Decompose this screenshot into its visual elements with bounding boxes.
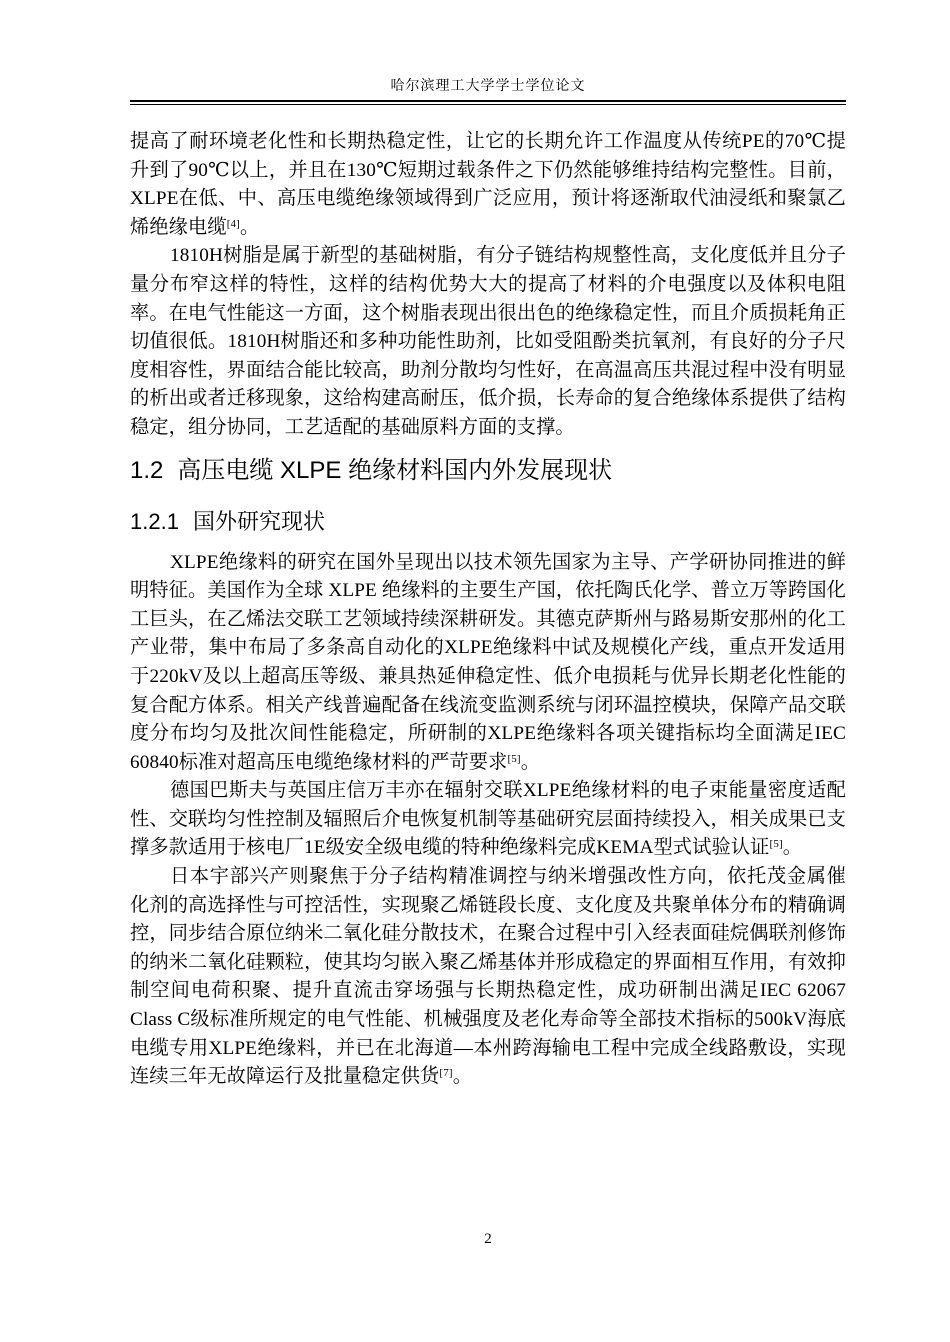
- paragraph-text: 德国巴斯夫与英国庄信万丰亦在辐射交联XLPE绝缘材料的电子束能量密度适配性、交联均匀性控制及辐照后介电恢复机制等基础研究层面持续投入，相关成果已支撑多款适用于核电厂1E级安全级电缆的特种绝缘料完成KEMA型式试验认证: [130, 780, 846, 859]
- paragraph-text: 提高了耐环境老化性和长期热稳定性，让它的长期允许工作温度从传统PE的70℃提升到了90℃以上，并且在130℃短期过载条件之下仍然能够维持结构完整性。目前，XLPE在低、中、高压电缆绝缘领域得到广泛应用，预计将逐渐取代油浸纸和聚氯乙烯绝缘电缆: [130, 131, 846, 238]
- body-text: [130, 128, 846, 1092]
- paragraph-end: 。: [520, 751, 541, 773]
- citation-ref: [7]: [439, 1067, 453, 1080]
- paragraph-end: 。: [782, 837, 803, 859]
- citation-ref: [4]: [226, 217, 240, 230]
- paragraph-japan-research: [130, 863, 846, 1092]
- paragraph-europe-research: [130, 777, 846, 863]
- citation-ref: [5]: [769, 838, 783, 851]
- citation-ref: [5]: [507, 752, 521, 765]
- paragraph-1810h-resin: 1810H树脂是属于新型的基础树脂，有分子链结构规整性高，支化度低并且分子量分布窄这样的特性，这样的结构优势大大的提高了材料的介电强度以及体积电阻率。在电气性能这一方面，这个树脂表现出很出色的绝缘稳定性，而且介质损耗角正切值很低。1810H树脂还和多种功能性助剂，比如受阻酚类抗氧剂，有良好的分子尺度相容性，界面结合能比较高，助剂分散均匀性好，在高温高压共混过程中没有明显的析出或者迁移现象，这给构建高耐压，低介损，长寿命的复合绝缘体系提供了结构稳定，组分协同，工艺适配的基础原料方面的支撑。: [130, 245, 846, 438]
- page-number: 2: [484, 1231, 492, 1247]
- paragraph-xlpe-intro: [130, 128, 846, 242]
- header-rule-thick: [130, 100, 846, 102]
- section-number: 1.2: [130, 456, 164, 484]
- section-title: 高压电缆 XLPE 绝缘材料国内外发展现状: [177, 456, 613, 484]
- paragraph-end: 。: [239, 216, 260, 238]
- header-rule-thin: [130, 104, 846, 105]
- paragraph-text: 日本宇部兴产则聚焦于分子结构精准调控与纳米增强改性方向，依托茂金属催化剂的高选择性与可控活性，实现聚乙烯链段长度、支化度及共聚单体分布的精确调控，同步结合原位纳米二氧化硅分散技术，在聚合过程中引入经表面硅烷偶联剂修饰的纳米二氧化硅颗粒，使其均匀嵌入聚乙烯基体并形成稳定的界面相互作用，有效抑制空间电荷积聚、提升直流击穿场强与长期热稳定性，成功研制出满足IEC 62067 Class C级标准所规定的电气性能、机械强度及老化寿命等全部技术指标的500kV海底电缆专用XLPE绝缘料，并已在北海道—本州跨海输电工程中完成全线路敷设，实现连续三年无故障运行及批量稳定供货: [130, 866, 846, 1088]
- subsection-title: 国外研究现状: [192, 508, 325, 534]
- subsection-number: 1.2.1: [130, 508, 179, 534]
- paragraph-usa-research: [130, 549, 846, 778]
- running-header: 哈尔滨理工大学学士学位论文: [390, 79, 586, 94]
- section-heading: [130, 443, 846, 487]
- subsection-heading: [130, 487, 846, 549]
- paragraph-text: XLPE绝缘料的研究在国外呈现出以技术领先国家为主导、产学研协同推进的鲜明特征。美国作为全球 XLPE 绝缘料的主要生产国，依托陶氏化学、普立万等跨国化工巨头，在乙烯法交联工艺领域持续深耕研发。其德克萨斯州与路易斯安那州的化工产业带，集中布局了多条高自动化的XLPE绝缘料中试及规模化产线，重点开发适用于220kV及以上超高压等级、兼具热延伸稳定性、低介电损耗与优异长期老化性能的复合配方体系。相关产线普遍配备在线流变监测系统与闭环温控模块，保障产品交联度分布均匀及批次间性能稳定，所研制的XLPE绝缘料各项关键指标均全面满足IEC 60840标准对超高压电缆绝缘材料的严苛要求: [130, 551, 846, 773]
- paragraph-end: 。: [452, 1066, 473, 1088]
